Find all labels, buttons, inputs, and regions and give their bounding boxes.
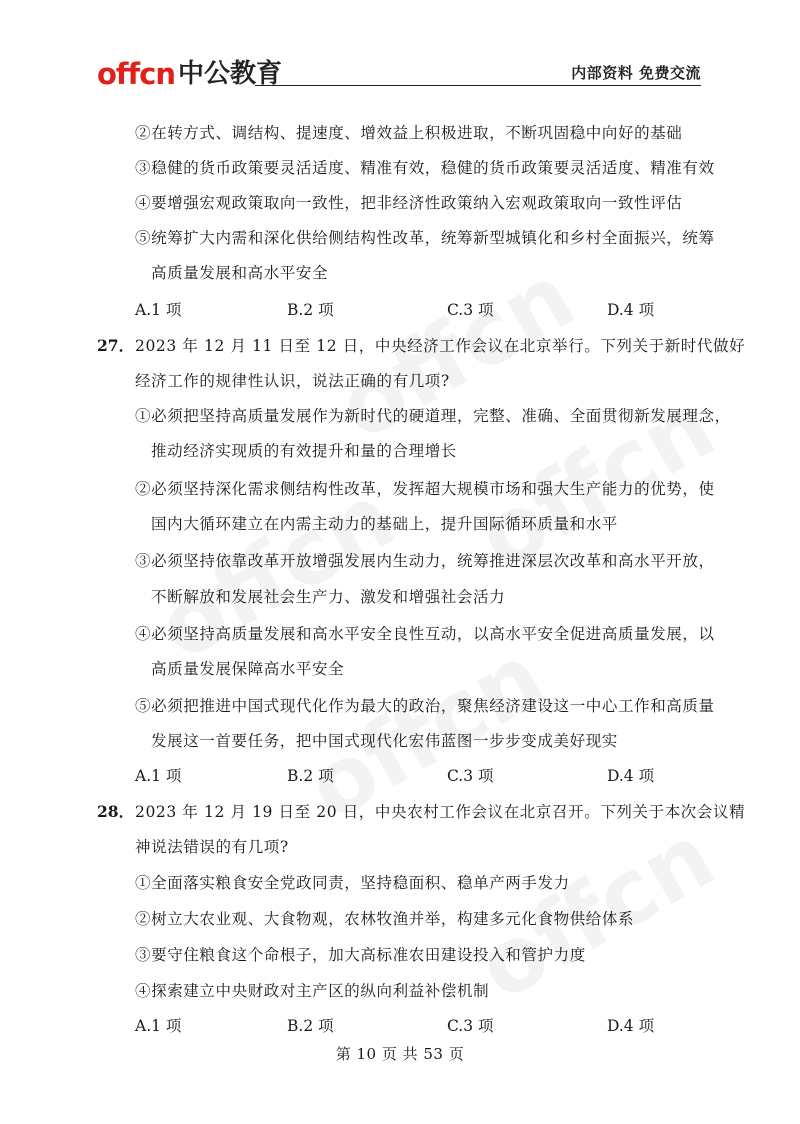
logo-latin-text: offcn	[97, 57, 175, 91]
q26-option-3: ③稳健的货币政策要灵活适度、精准有效，稳健的货币政策要灵活适度、精准有效	[135, 159, 715, 177]
q28-choice-d: D.4 项	[607, 1017, 655, 1035]
q26-choice-a: A.1 项	[135, 301, 182, 319]
q27-choice-b: B.2 项	[287, 767, 334, 785]
page-number: 第 10 页 共 53 页	[335, 1045, 465, 1063]
q26-choice-d: D.4 项	[607, 301, 655, 319]
logo-chinese-text: 中公教育	[178, 59, 283, 89]
q27-option-2-cont: 国内大循环建立在内需主动力的基础上，提升国际循环质量和水平	[151, 515, 618, 533]
q28-option-2: ②树立大农业观、大食物观，农林牧渔并举，构建多元化食物供给体系	[135, 910, 635, 928]
q28-option-3: ③要守住粮食这个命根子，加大高标准农田建设投入和管护力度	[135, 946, 586, 964]
q27-option-4: ④必须坚持高质量发展和高水平安全良性互动，以高水平安全促进高质量发展，以	[135, 625, 715, 643]
q27-option-5-cont: 发展这一首要任务，把中国式现代化宏伟蓝图一步步变成美好现实	[151, 732, 618, 750]
q26-choice-b: B.2 项	[287, 301, 334, 319]
q28-number: 28．	[97, 802, 135, 821]
q26-option-4: ④要增强宏观政策取向一致性，把非经济性政策纳入宏观政策取向一致性评估	[135, 194, 683, 212]
q28-option-1: ①全面落实粮食安全党政同责，坚持稳面积、稳单产两手发力	[135, 874, 570, 892]
q27-option-1: ①必须把坚持高质量发展作为新时代的硬道理，完整、准确、全面贯彻新发展理念，	[135, 407, 731, 425]
q28-stem-line-2: 神说法错误的有几项?	[135, 838, 289, 856]
header-notice: 内部资料 免费交流	[571, 64, 701, 82]
q28-stem-line-1: 2023 年 12 月 19 日至 20 日，中央农村工作会议在北京召开。下列关于本次会议精	[135, 803, 746, 821]
q27-option-3: ③必须坚持依靠改革开放增强发展内生动力，统筹推进深层次改革和高水平开放，	[135, 552, 715, 570]
q27-number: 27．	[97, 336, 135, 355]
q28-choice-c: C.3 项	[447, 1017, 494, 1035]
q28-choice-b: B.2 项	[287, 1017, 334, 1035]
q27-choice-a: A.1 项	[135, 767, 182, 785]
q26-option-5-cont: 高质量发展和高水平安全	[151, 264, 329, 282]
q26-option-5: ⑤统筹扩大内需和深化供给侧结构性改革，统筹新型城镇化和乡村全面振兴，统筹	[135, 229, 715, 247]
q28-option-4: ④探索建立中央财政对主产区的纵向利益补偿机制	[135, 982, 490, 1000]
q27-choice-d: D.4 项	[607, 767, 655, 785]
q28-choice-a: A.1 项	[135, 1017, 182, 1035]
q26-choice-c: C.3 项	[447, 301, 494, 319]
q27-stem-line-1: 2023 年 12 月 11 日至 12 日，中央经济工作会议在北京举行。下列关于新时代做好	[135, 337, 746, 355]
q27-option-4-cont: 高质量发展保障高水平安全	[151, 660, 345, 678]
q27-stem-line-2: 经济工作的规律性认识，说法正确的有几项?	[135, 372, 450, 390]
q27-choice-c: C.3 项	[447, 767, 494, 785]
q27-option-1-cont: 推动经济实现质的有效提升和量的合理增长	[151, 442, 457, 460]
q27-option-2: ②必须坚持深化需求侧结构性改革，发挥超大规模市场和强大生产能力的优势，使	[135, 480, 715, 498]
q27-option-5: ⑤必须把推进中国式现代化作为最大的政治，聚焦经济建设这一中心工作和高质量	[135, 697, 715, 715]
q26-option-2: ②在转方式、调结构、提速度、增效益上积极进取，不断巩固稳中向好的基础	[135, 124, 683, 142]
q27-option-3-cont: 不断解放和发展社会生产力、激发和增强社会活力	[151, 588, 506, 606]
